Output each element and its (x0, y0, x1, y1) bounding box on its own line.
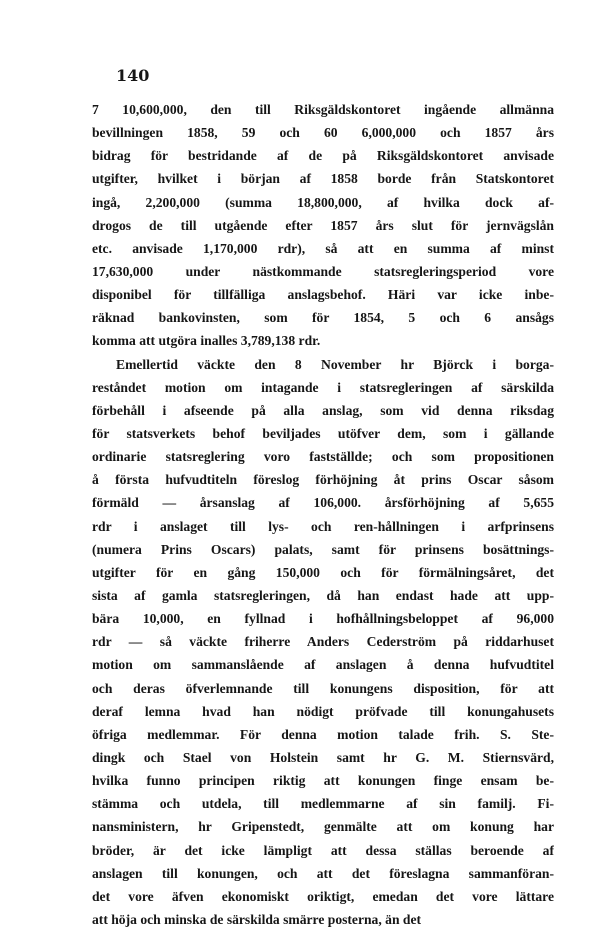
text-line: disponibel för tillfälliga anslagsbehof. Häri var icke inbe- (92, 287, 554, 303)
text-line: anslagen till konungen, och att det föreslagna sammanföran- (92, 865, 554, 881)
text-line: reståndet motion om intagande i statsregleringen af särskilda (92, 379, 554, 395)
text-line: ingå, 2,200,000 (summa 18,800,000, af hvilka dock af- (92, 194, 554, 210)
text-line: motion om sammanslående af anslagen å denna hufvudtitel (92, 657, 554, 673)
text-line: bröder, är det icke lämpligt att dessa ställas beroende af (92, 842, 554, 858)
text-line: bidrag för bestridande af de på Riksgäldskontoret anvisade (92, 148, 554, 164)
text-line: och deras öfverlemnande till konungens disposition, för att (92, 680, 554, 696)
text-line: rdr i anslaget till lys- och ren-hållningen i arfprinsens (92, 518, 554, 534)
text-line: drogos de till utgående efter 1857 års slut för jernvägslån (92, 217, 554, 233)
text-line: 17,630,000 under nästkommande statsregleringsperiod vore (92, 263, 554, 279)
text-line: öfriga medlemmar. För denna motion talade frih. S. Ste- (92, 726, 554, 742)
text-line: utgifter, hvilket i början af 1858 borde från Statskontoret (92, 171, 554, 187)
text-line: 7 10,600,000, den till Riksgäldskontoret ingående allmänna (92, 102, 554, 117)
body-text (92, 98, 554, 931)
text-line: Emellertid väckte den 8 November hr Björck i borga- (116, 356, 554, 372)
page-number: 140 (116, 66, 150, 85)
text-line: ordinarie statsreglering voro fastställde; och som propositionen (92, 449, 554, 465)
paragraph (92, 98, 554, 353)
paragraph (92, 353, 554, 932)
text-line: rdr — så väckte friherre Anders Cederström på riddarhuset (92, 634, 554, 650)
text-line: komma att utgöra inalles 3,789,138 rdr. (92, 333, 321, 349)
text-line: nansministern, hr Gripenstedt, genmälte att om konung har (92, 819, 554, 835)
text-line: (numera Prins Oscars) palats, samt för prinsens bosättnings- (92, 541, 554, 557)
text-line: räknad bankovinsten, som för 1854, 5 och 6 ansågs (92, 310, 554, 326)
text-line: det vore äfven ekonomiskt oriktigt, emedan det vore lättare (92, 888, 554, 904)
text-line: sista af gamla statsregleringen, då han endast hade att upp- (92, 587, 554, 603)
text-line: förbehåll i afseende på alla anslag, som vid denna riksdag (92, 402, 554, 418)
text-line: etc. anvisade 1,170,000 rdr), så att en summa af minst (92, 240, 554, 256)
text-line: utgifter för en gång 150,000 och för förmälningsåret, det (92, 564, 554, 580)
text-line: å första hufvudtiteln föreslog förhöjning åt prins Oscar såsom (92, 472, 554, 488)
text-line: bära 10,000, en fyllnad i hofhållningsbeloppet af 96,000 (92, 611, 554, 627)
text-line: deraf lemna hvad han nödigt pröfvade till konungahusets (92, 703, 554, 719)
text-line: för statsverkets behof beviljades utöfver dem, som i gällande (92, 425, 554, 441)
text-line: förmäld — årsanslag af 106,000. årsförhöjning af 5,655 (92, 495, 554, 511)
text-line: dingk och Stael von Holstein samt hr G. M. Stiernsvärd, (92, 749, 554, 765)
text-line: att höja och minska de särskilda smärre posterna, än det (92, 911, 422, 927)
text-line: hvilka funno principen riktig att konungen finge ensam be- (92, 773, 554, 789)
text-line: stämma och utdela, till medlemmarne af sin familj. Fi- (92, 796, 554, 812)
text-line: bevillningen 1858, 59 och 60 6,000,000 och 1857 års (92, 125, 554, 141)
